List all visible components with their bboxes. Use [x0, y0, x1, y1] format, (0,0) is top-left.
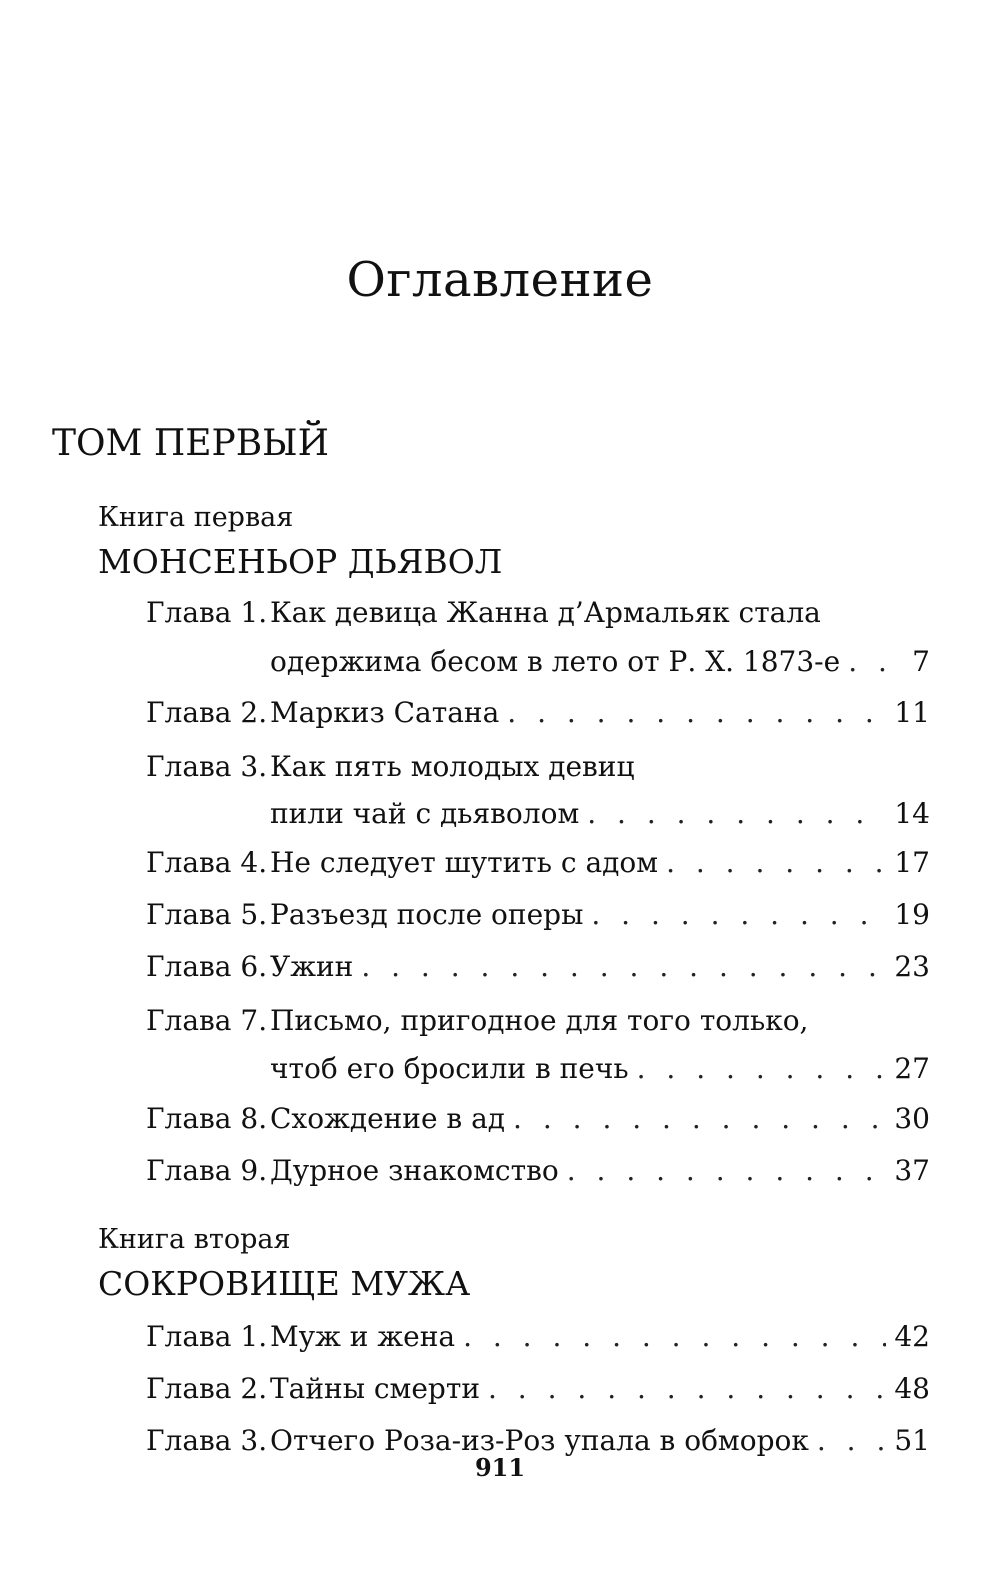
chapter-label: Глава 1.: [146, 596, 268, 629]
dot-leader: [361, 948, 886, 986]
page-number: 17: [894, 846, 930, 879]
toc-entry[interactable]: [146, 1318, 930, 1356]
chapter-label: Глава 8.: [146, 1102, 268, 1135]
chapter-title: Маркиз Сатана: [270, 696, 500, 729]
chapter-title: Разъезд после оперы: [270, 898, 584, 931]
dot-leader: [637, 1050, 887, 1088]
dot-leader: [463, 1318, 886, 1356]
page-title: Оглавление: [346, 252, 654, 308]
toc-entry[interactable]: [146, 1370, 930, 1408]
chapter-title: Отчего Роза-из-Роз упала в обморок: [270, 1424, 809, 1457]
chapter-label: Глава 7.: [146, 1004, 268, 1037]
page-folio: 911: [474, 1453, 526, 1482]
chapter-title-continued: пили чай с дьяволом: [270, 797, 580, 830]
page-number: 30: [894, 1102, 930, 1135]
chapter-title: Тайны смерти: [270, 1372, 480, 1405]
book-title: МОНСЕНЬОР ДЬЯВОЛ: [98, 542, 503, 581]
book-label: Книга первая: [98, 502, 294, 533]
toc-entry[interactable]: [146, 694, 930, 732]
dot-leader: [507, 694, 886, 732]
chapter-title: Схождение в ад: [270, 1102, 506, 1135]
chapter-title: Письмо, пригодное для того только,: [270, 1004, 809, 1037]
chapter-title: Как пять молодых девиц: [270, 750, 635, 783]
dot-leader: [591, 896, 886, 934]
dot-leader: [848, 643, 904, 681]
chapter-label: Глава 3.: [146, 1424, 268, 1457]
dot-leader: [513, 1100, 886, 1138]
chapter-label: Глава 5.: [146, 898, 268, 931]
chapter-label: Глава 3.: [146, 750, 268, 783]
chapter-title: Ужин: [270, 950, 354, 983]
page-number: 42: [894, 1320, 930, 1353]
page-number: 7: [912, 645, 930, 678]
page-number: 27: [894, 1052, 930, 1085]
chapter-label: Глава 2.: [146, 696, 268, 729]
page-number: 14: [894, 797, 930, 830]
chapter-title: Как девица Жанна д’Армальяк стала: [270, 596, 821, 629]
toc-entry[interactable]: [146, 1002, 930, 1092]
chapter-label: Глава 1.: [146, 1320, 268, 1353]
page-number: 23: [894, 950, 930, 983]
page-number: 37: [894, 1154, 930, 1187]
volume-title: ТОМ ПЕРВЫЙ: [52, 423, 329, 464]
chapter-label: Глава 2.: [146, 1372, 268, 1405]
dot-leader: [587, 795, 886, 833]
chapter-title-continued: одержима бесом в лето от Р. Х. 1873-е: [270, 645, 841, 678]
chapter-title: Не следует шутить с адом: [270, 846, 659, 879]
chapter-title: Муж и жена: [270, 1320, 456, 1353]
page-number: 11: [894, 696, 930, 729]
toc-entry[interactable]: [146, 748, 930, 838]
chapter-label: Глава 9.: [146, 1154, 268, 1187]
toc-entry[interactable]: [146, 1100, 930, 1138]
chapter-title: Дурное знакомство: [270, 1154, 559, 1187]
chapter-label: Глава 4.: [146, 846, 268, 879]
toc-entry[interactable]: [146, 594, 930, 684]
toc-entry[interactable]: [146, 1152, 930, 1190]
chapter-label: Глава 6.: [146, 950, 268, 983]
book-title: СОКРОВИЩЕ МУЖА: [98, 1264, 471, 1303]
dot-leader: [567, 1152, 887, 1190]
toc-entry[interactable]: [146, 844, 930, 882]
dot-leader: [488, 1370, 886, 1408]
book-label: Книга вторая: [98, 1224, 291, 1255]
page-number: 19: [894, 898, 930, 931]
toc-entry[interactable]: [146, 948, 930, 986]
toc-entry[interactable]: [146, 896, 930, 934]
dot-leader: [666, 844, 886, 882]
page-number: 51: [894, 1424, 930, 1457]
page-number: 48: [894, 1372, 930, 1405]
chapter-title-continued: чтоб его бросили в печь: [270, 1052, 629, 1085]
